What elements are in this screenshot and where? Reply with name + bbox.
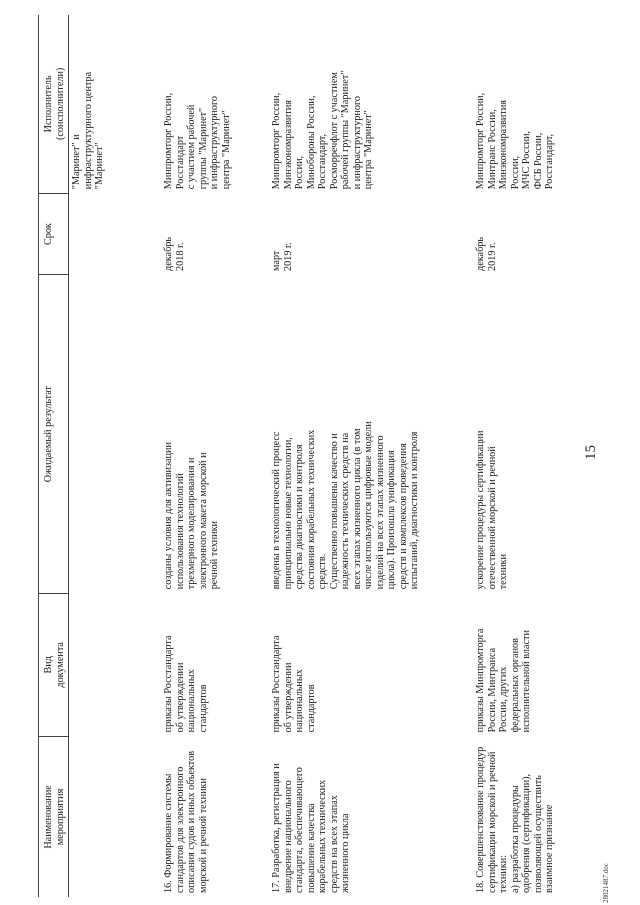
cell-document — [69, 593, 160, 736]
cell-document: приказы Минпромторга России, Минтранса России, других федеральных органов исполнительной власти — [475, 628, 532, 733]
header-event-name: Наименование мероприятия — [39, 736, 69, 897]
cell-event: 18. Совершенствование процедур сертификации морской и речной техники: а) разработка процедуры одобрения (сертификации), позволяющей осуществить взаимное признание — [475, 746, 555, 893]
cell-executor: Минпромторг России, Минэкономразвития России, Минобороны России, Росстандарт, Росморречфлот с участием рабочей группы "Маринет" и инфраструктурного центра "Маринет" — [271, 70, 374, 190]
cell-deadline: март 2019 г. — [271, 242, 294, 271]
document-file-id: 28021487.doc — [602, 863, 610, 903]
cell-event — [69, 736, 160, 897]
header-executor: Исполнитель (соисполнители) — [43, 67, 66, 140]
table-row — [471, 15, 570, 897]
header-deadline: Срок — [39, 193, 69, 275]
table-row-continuation — [69, 15, 160, 897]
cell-result: введены в технологический процесс принципиально новые технологии, средства диагностики и контроля состояния корабельных технических средств. Существенно повышены качество и надежность технических средств на всех этапах жизненного цикла (в том числе используются цифровые модели изделий на всех этапах жизненного цикла). Произошла унификация средств и комплексов проведения испытаний, диагностики и контроля — [271, 421, 420, 590]
page-number: 15 — [583, 445, 599, 460]
cell-deadline: декабрь 2018 г. — [163, 237, 186, 271]
cell-deadline — [69, 193, 160, 275]
cell-result — [69, 275, 160, 593]
cell-deadline: декабрь 2019 г. — [475, 237, 498, 271]
table-row — [159, 15, 267, 897]
cell-document: приказы Росстандарта об утверждении национальных стандартов — [163, 635, 209, 733]
table-row — [267, 15, 471, 897]
cell-event: 17. Разработка, регистрация и внедрение национального стандарта, обеспечивающего повышение качества корабельных технических средств на всех этапах жизненного цикла — [271, 763, 351, 893]
header-expected-result: Ожидаемый результат — [39, 275, 69, 593]
cell-executor: Минпромторг России, Минтранс России, Минэкономразвития России, МЧС России, ФСБ России, Росстандарт, — [475, 92, 555, 190]
cell-result: созданы условия для активизации использования технологий трехмерного моделирования и электронного макета морской и речной техники — [163, 442, 220, 590]
activities-table — [38, 15, 570, 897]
cell-executor: Минпромторг России, Росстандарт с участием рабочей группы "Маринет" и инфраструктурного центра "Маринет" — [163, 92, 232, 190]
cell-document: приказы Росстандарта об утверждении национальных стандартов — [271, 635, 317, 733]
header-document-type: Вид документа — [39, 593, 69, 736]
cell-event: 16. Формирование системы стандартов для электронного описания судов и иных объектов морской и речной техники — [163, 750, 209, 893]
table-header-row — [39, 15, 69, 897]
cell-result: ускорение процедуры сертификации отечественной морской и речной техники — [475, 430, 509, 590]
cell-executor: "Маринет" и инфраструктурного центра "Маринет" — [71, 71, 105, 190]
